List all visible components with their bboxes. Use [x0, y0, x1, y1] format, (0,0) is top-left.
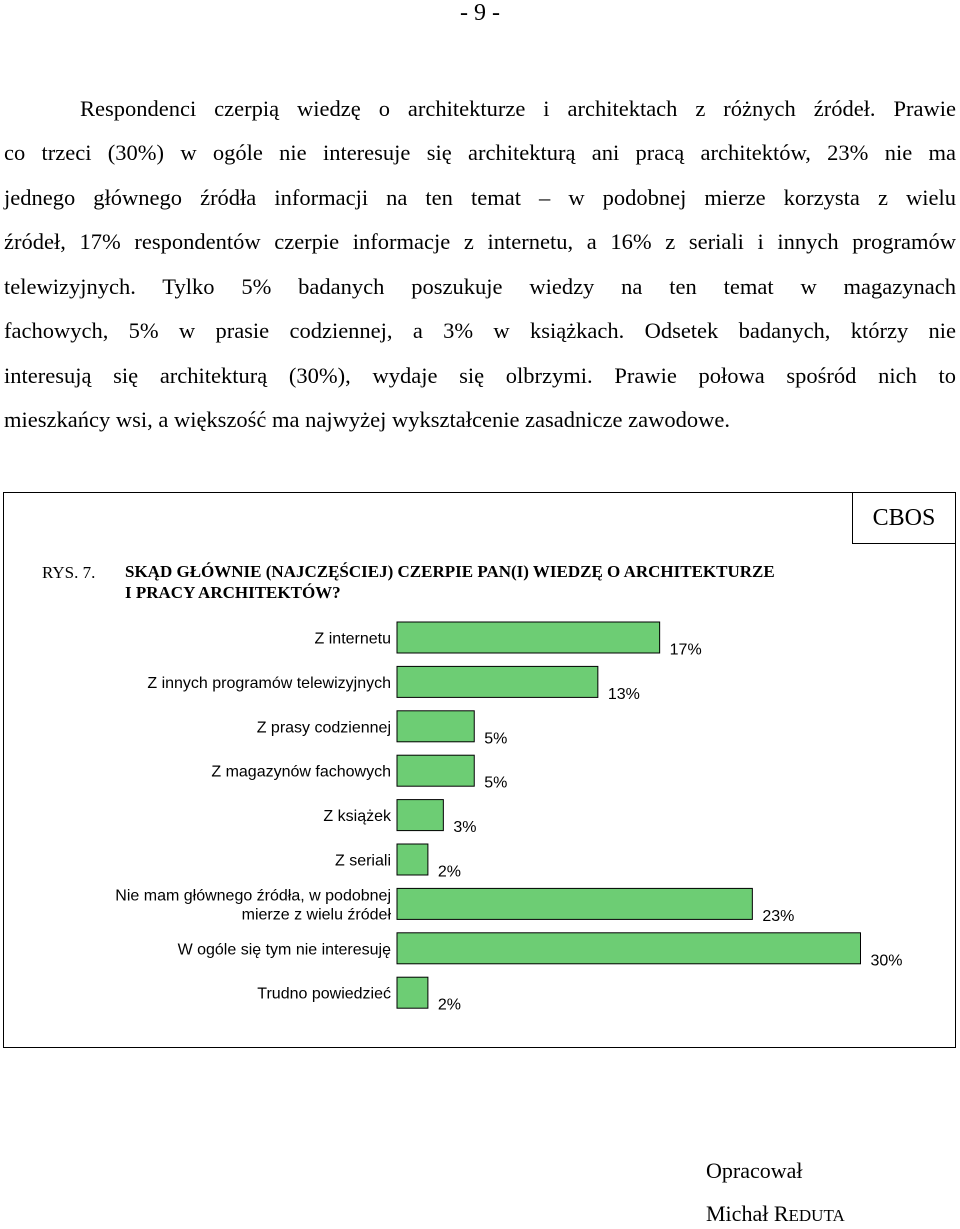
paragraph-line: Respondenci czerpią wiedzę o architekturze i architektach z różnych źródeł. Prawie — [80, 96, 956, 121]
category-label: Z książek — [323, 808, 391, 826]
bar — [397, 933, 861, 964]
paragraph-line: mieszkańcy wsi, a większość ma najwyżej wykształcenie zasadnicze zawodowe. — [4, 407, 730, 432]
paragraph-line: źródeł, 17% respondentów czerpie informacje z internetu, a 16% z seriali i innych programów — [4, 229, 956, 254]
paragraph-line: telewizyjnych. Tylko 5% badanych poszukuje wiedzy na ten temat w magazynach — [4, 274, 956, 299]
figure-title-line: I PRACY ARCHITEKTÓW? — [125, 583, 341, 602]
bar — [397, 888, 752, 919]
category-label: Z prasy codziennej — [256, 719, 391, 737]
data-label: 5% — [484, 774, 508, 792]
data-label: 2% — [437, 863, 462, 881]
bar — [397, 755, 474, 786]
category-label: W ogóle się tym nie interesuję — [177, 941, 391, 959]
signature-first-name: Michał — [706, 1201, 769, 1226]
bar — [397, 844, 428, 875]
bar — [397, 800, 443, 831]
signature-surname-rest: EDUTA — [788, 1206, 845, 1225]
category-label: Z seriali — [334, 852, 391, 870]
category-label: Z innych programów telewizyjnych — [147, 674, 391, 692]
paragraph-line: jednego głównego źródła informacji na ten temat – w podobnej mierze korzysta z wielu — [4, 185, 956, 210]
bar-chart — [4, 493, 955, 1047]
signature-name — [706, 1201, 845, 1229]
signature-surname-initial: R — [773, 1201, 789, 1226]
data-label: 17% — [669, 641, 702, 659]
paragraph-line: co trzeci (30%) w ogóle nie interesuje się architekturą ani pracą architektów, 23% nie ma — [4, 140, 956, 165]
category-label: mierze z wielu źródeł — [241, 906, 391, 924]
signature-role: Opracował — [706, 1158, 803, 1183]
data-label: 2% — [437, 996, 462, 1014]
category-label: Z magazynów fachowych — [211, 763, 391, 781]
page-number: - 9 - — [460, 0, 500, 26]
data-label: 5% — [484, 730, 508, 748]
paragraph-line: interesują się architekturą (30%), wydaje się olbrzymi. Prawie połowa spośród nich to — [4, 363, 956, 388]
paragraph-line: fachowych, 5% w prasie codziennej, a 3% w książkach. Odsetek badanych, którzy nie — [4, 318, 956, 343]
bar — [397, 666, 598, 697]
data-label: 3% — [453, 819, 477, 837]
bar — [397, 977, 428, 1008]
category-label: Z internetu — [314, 630, 391, 648]
figure-box — [3, 492, 956, 1048]
source-badge: CBOS — [852, 492, 956, 544]
bar — [397, 622, 660, 653]
data-label: 13% — [607, 685, 640, 703]
bar — [397, 711, 474, 742]
figure-label: RYS. 7. — [42, 563, 96, 582]
category-label: Nie mam głównego źródła, w podobnej — [115, 887, 391, 905]
category-label: Trudno powiedzieć — [257, 985, 391, 1003]
data-label: 23% — [762, 907, 795, 925]
data-label: 30% — [870, 952, 903, 970]
figure-title-line: SKĄD GŁÓWNIE (NAJCZĘŚCIEJ) CZERPIE PAN(I) WIEDZĘ O ARCHITEKTURZE — [125, 562, 775, 581]
